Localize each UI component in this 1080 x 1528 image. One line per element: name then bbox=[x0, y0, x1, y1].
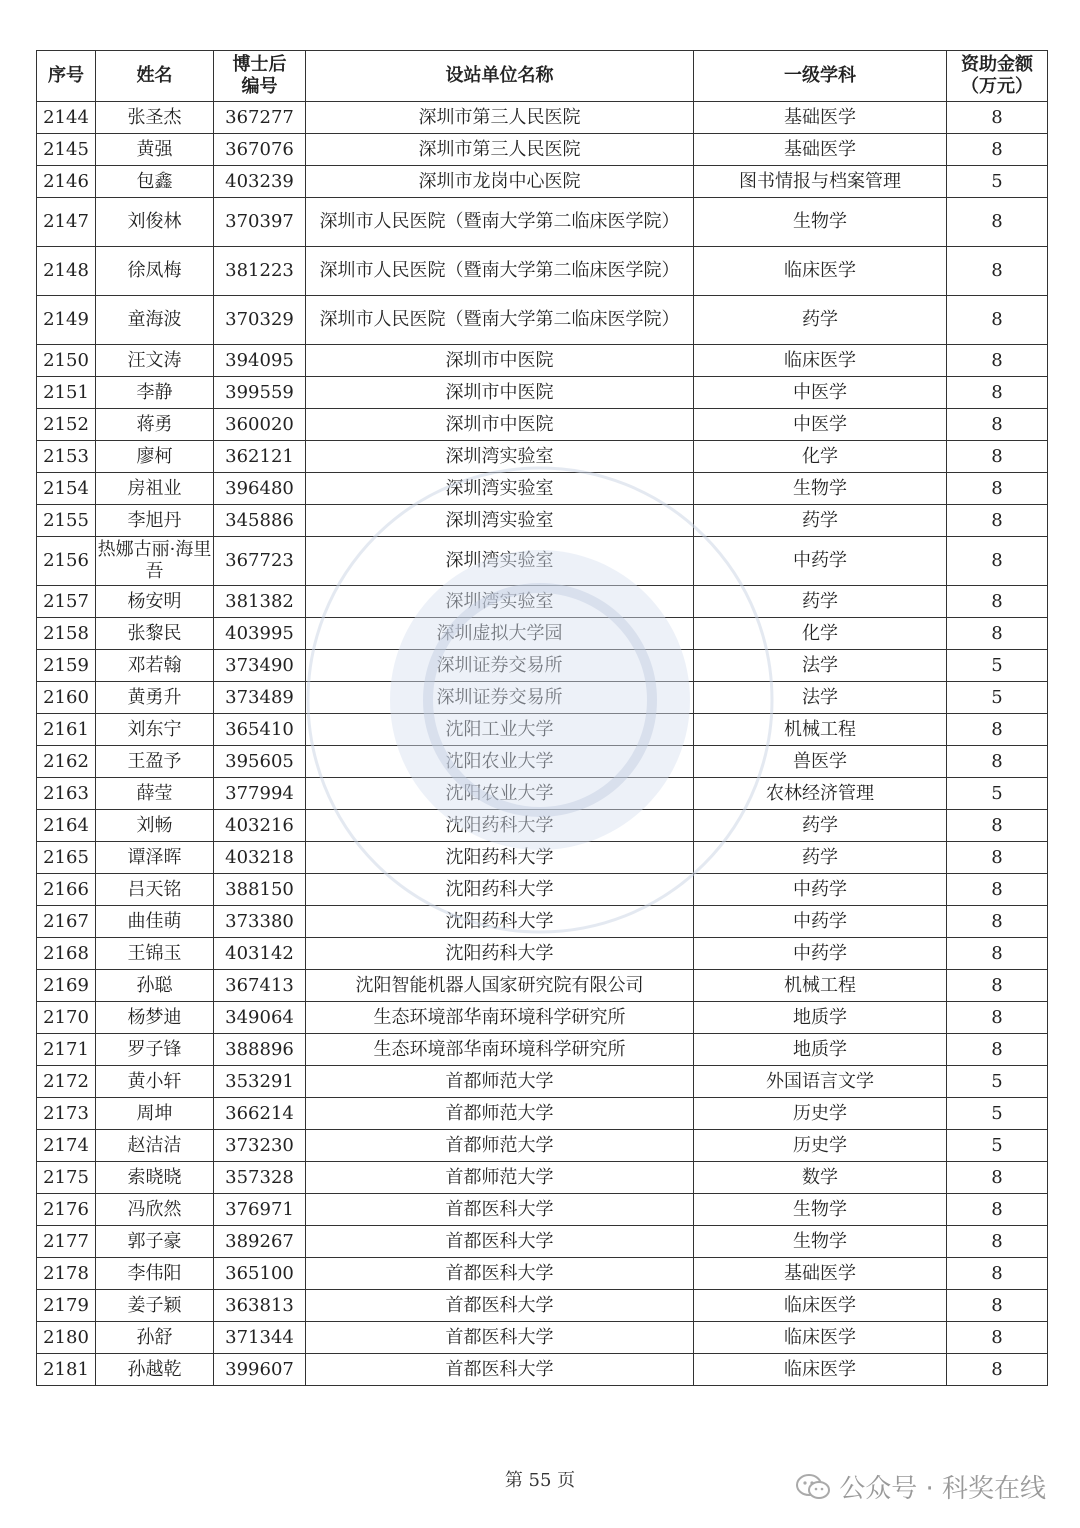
cell-discipline: 中药学 bbox=[694, 874, 947, 906]
table-row bbox=[37, 874, 1048, 906]
cell-institution: 首都师范大学 bbox=[306, 1130, 694, 1162]
cell-postdoc-id: 360020 bbox=[214, 409, 306, 441]
account-label: 公众号 · 科奖在线 bbox=[839, 1474, 1046, 1504]
table-row bbox=[37, 198, 1048, 247]
cell-postdoc-id: 399559 bbox=[214, 377, 306, 409]
cell-institution: 沈阳药科大学 bbox=[306, 842, 694, 874]
cell-postdoc-id: 376971 bbox=[214, 1194, 306, 1226]
cell-amount: 8 bbox=[947, 586, 1048, 618]
cell-amount: 8 bbox=[947, 714, 1048, 746]
header-discipline: 一级学科 bbox=[694, 51, 947, 102]
cell-discipline: 药学 bbox=[694, 296, 947, 345]
cell-discipline: 数学 bbox=[694, 1162, 947, 1194]
table-row bbox=[37, 1290, 1048, 1322]
cell-index: 2154 bbox=[37, 473, 96, 505]
cell-postdoc-id: 394095 bbox=[214, 345, 306, 377]
cell-amount: 8 bbox=[947, 1226, 1048, 1258]
cell-postdoc-id: 373230 bbox=[214, 1130, 306, 1162]
cell-index: 2173 bbox=[37, 1098, 96, 1130]
cell-postdoc-id: 367076 bbox=[214, 134, 306, 166]
cell-discipline: 兽医学 bbox=[694, 746, 947, 778]
cell-index: 2166 bbox=[37, 874, 96, 906]
cell-amount: 8 bbox=[947, 810, 1048, 842]
cell-postdoc-id: 357328 bbox=[214, 1162, 306, 1194]
cell-postdoc-id: 403239 bbox=[214, 166, 306, 198]
cell-postdoc-id: 367413 bbox=[214, 970, 306, 1002]
cell-postdoc-id: 373490 bbox=[214, 650, 306, 682]
table-row bbox=[37, 618, 1048, 650]
cell-name: 李伟阳 bbox=[96, 1258, 214, 1290]
cell-index: 2161 bbox=[37, 714, 96, 746]
cell-postdoc-id: 395605 bbox=[214, 746, 306, 778]
cell-postdoc-id: 363813 bbox=[214, 1290, 306, 1322]
cell-discipline: 化学 bbox=[694, 618, 947, 650]
cell-name: 孙越乾 bbox=[96, 1354, 214, 1386]
cell-institution: 首都师范大学 bbox=[306, 1066, 694, 1098]
cell-amount: 8 bbox=[947, 842, 1048, 874]
cell-postdoc-id: 353291 bbox=[214, 1066, 306, 1098]
table-row bbox=[37, 345, 1048, 377]
cell-institution: 沈阳药科大学 bbox=[306, 874, 694, 906]
cell-institution: 深圳湾实验室 bbox=[306, 537, 694, 586]
header-institution: 设站单位名称 bbox=[306, 51, 694, 102]
cell-amount: 8 bbox=[947, 473, 1048, 505]
cell-amount: 8 bbox=[947, 906, 1048, 938]
cell-discipline: 法学 bbox=[694, 682, 947, 714]
cell-postdoc-id: 367723 bbox=[214, 537, 306, 586]
cell-institution: 沈阳药科大学 bbox=[306, 906, 694, 938]
cell-amount: 8 bbox=[947, 198, 1048, 247]
header-amount: 资助金额 （万元） bbox=[947, 51, 1048, 102]
cell-postdoc-id: 403995 bbox=[214, 618, 306, 650]
cell-amount: 8 bbox=[947, 746, 1048, 778]
cell-amount: 8 bbox=[947, 1162, 1048, 1194]
cell-index: 2176 bbox=[37, 1194, 96, 1226]
cell-institution: 深圳市人民医院（暨南大学第二临床医学院） bbox=[306, 198, 694, 247]
cell-institution: 首都医科大学 bbox=[306, 1226, 694, 1258]
cell-amount: 5 bbox=[947, 650, 1048, 682]
cell-name: 王锦玉 bbox=[96, 938, 214, 970]
cell-amount: 8 bbox=[947, 1322, 1048, 1354]
cell-discipline: 生物学 bbox=[694, 1194, 947, 1226]
cell-discipline: 地质学 bbox=[694, 1002, 947, 1034]
table-row bbox=[37, 682, 1048, 714]
cell-amount: 8 bbox=[947, 1194, 1048, 1226]
cell-index: 2162 bbox=[37, 746, 96, 778]
cell-postdoc-id: 370329 bbox=[214, 296, 306, 345]
cell-name: 谭泽晖 bbox=[96, 842, 214, 874]
cell-amount: 8 bbox=[947, 345, 1048, 377]
cell-discipline: 生物学 bbox=[694, 473, 947, 505]
cell-postdoc-id: 403218 bbox=[214, 842, 306, 874]
table-row bbox=[37, 714, 1048, 746]
funding-table-container bbox=[36, 50, 1047, 1386]
cell-index: 2159 bbox=[37, 650, 96, 682]
table-row bbox=[37, 441, 1048, 473]
cell-postdoc-id: 345886 bbox=[214, 505, 306, 537]
cell-amount: 8 bbox=[947, 296, 1048, 345]
cell-name: 周坤 bbox=[96, 1098, 214, 1130]
cell-institution: 深圳市人民医院（暨南大学第二临床医学院） bbox=[306, 247, 694, 296]
table-row bbox=[37, 810, 1048, 842]
table-row bbox=[37, 650, 1048, 682]
cell-amount: 8 bbox=[947, 377, 1048, 409]
table-row bbox=[37, 1098, 1048, 1130]
cell-amount: 8 bbox=[947, 247, 1048, 296]
cell-name: 郭子豪 bbox=[96, 1226, 214, 1258]
cell-institution: 深圳虚拟大学园 bbox=[306, 618, 694, 650]
cell-index: 2150 bbox=[37, 345, 96, 377]
cell-postdoc-id: 396480 bbox=[214, 473, 306, 505]
cell-postdoc-id: 365410 bbox=[214, 714, 306, 746]
cell-name: 蒋勇 bbox=[96, 409, 214, 441]
cell-discipline: 历史学 bbox=[694, 1098, 947, 1130]
cell-index: 2151 bbox=[37, 377, 96, 409]
cell-institution: 生态环境部华南环境科学研究所 bbox=[306, 1034, 694, 1066]
cell-postdoc-id: 389267 bbox=[214, 1226, 306, 1258]
cell-amount: 8 bbox=[947, 134, 1048, 166]
cell-postdoc-id: 403216 bbox=[214, 810, 306, 842]
table-row bbox=[37, 938, 1048, 970]
cell-postdoc-id: 349064 bbox=[214, 1002, 306, 1034]
cell-index: 2169 bbox=[37, 970, 96, 1002]
cell-discipline: 生物学 bbox=[694, 198, 947, 247]
cell-institution: 深圳湾实验室 bbox=[306, 586, 694, 618]
cell-discipline: 药学 bbox=[694, 586, 947, 618]
cell-index: 2167 bbox=[37, 906, 96, 938]
cell-discipline: 法学 bbox=[694, 650, 947, 682]
page-number: 第 55 页 bbox=[504, 1470, 576, 1491]
table-row bbox=[37, 1066, 1048, 1098]
funding-table bbox=[36, 50, 1048, 1386]
cell-postdoc-id: 362121 bbox=[214, 441, 306, 473]
cell-index: 2157 bbox=[37, 586, 96, 618]
cell-postdoc-id: 365100 bbox=[214, 1258, 306, 1290]
cell-institution: 深圳湾实验室 bbox=[306, 473, 694, 505]
cell-discipline: 图书情报与档案管理 bbox=[694, 166, 947, 198]
cell-name: 杨安明 bbox=[96, 586, 214, 618]
cell-discipline: 化学 bbox=[694, 441, 947, 473]
cell-name: 王盈予 bbox=[96, 746, 214, 778]
cell-institution: 沈阳药科大学 bbox=[306, 938, 694, 970]
cell-index: 2156 bbox=[37, 537, 96, 586]
cell-institution: 首都医科大学 bbox=[306, 1194, 694, 1226]
table-row bbox=[37, 1354, 1048, 1386]
cell-index: 2171 bbox=[37, 1034, 96, 1066]
cell-index: 2170 bbox=[37, 1002, 96, 1034]
cell-name: 张黎民 bbox=[96, 618, 214, 650]
cell-discipline: 机械工程 bbox=[694, 970, 947, 1002]
table-row bbox=[37, 906, 1048, 938]
cell-institution: 首都医科大学 bbox=[306, 1290, 694, 1322]
cell-discipline: 临床医学 bbox=[694, 1290, 947, 1322]
cell-discipline: 中药学 bbox=[694, 938, 947, 970]
table-row bbox=[37, 134, 1048, 166]
cell-index: 2155 bbox=[37, 505, 96, 537]
cell-postdoc-id: 373489 bbox=[214, 682, 306, 714]
cell-name: 张圣杰 bbox=[96, 102, 214, 134]
cell-institution: 沈阳药科大学 bbox=[306, 810, 694, 842]
cell-index: 2158 bbox=[37, 618, 96, 650]
cell-name: 索晓晓 bbox=[96, 1162, 214, 1194]
table-row bbox=[37, 102, 1048, 134]
header-index: 序号 bbox=[37, 51, 96, 102]
cell-amount: 8 bbox=[947, 618, 1048, 650]
table-row bbox=[37, 778, 1048, 810]
cell-amount: 8 bbox=[947, 505, 1048, 537]
table-row bbox=[37, 1226, 1048, 1258]
cell-institution: 深圳市人民医院（暨南大学第二临床医学院） bbox=[306, 296, 694, 345]
cell-discipline: 生物学 bbox=[694, 1226, 947, 1258]
cell-discipline: 中医学 bbox=[694, 409, 947, 441]
cell-amount: 5 bbox=[947, 778, 1048, 810]
cell-amount: 8 bbox=[947, 1354, 1048, 1386]
table-row bbox=[37, 247, 1048, 296]
cell-postdoc-id: 381382 bbox=[214, 586, 306, 618]
cell-postdoc-id: 377994 bbox=[214, 778, 306, 810]
cell-index: 2172 bbox=[37, 1066, 96, 1098]
cell-discipline: 药学 bbox=[694, 505, 947, 537]
cell-institution: 深圳市第三人民医院 bbox=[306, 102, 694, 134]
table-row bbox=[37, 586, 1048, 618]
cell-name: 汪文涛 bbox=[96, 345, 214, 377]
cell-institution: 深圳市第三人民医院 bbox=[306, 134, 694, 166]
table-row bbox=[37, 1162, 1048, 1194]
cell-postdoc-id: 399607 bbox=[214, 1354, 306, 1386]
cell-name: 薛莹 bbox=[96, 778, 214, 810]
cell-name: 姜子颖 bbox=[96, 1290, 214, 1322]
cell-name: 童海波 bbox=[96, 296, 214, 345]
cell-institution: 首都医科大学 bbox=[306, 1322, 694, 1354]
cell-index: 2147 bbox=[37, 198, 96, 247]
cell-index: 2163 bbox=[37, 778, 96, 810]
cell-amount: 8 bbox=[947, 970, 1048, 1002]
cell-name: 徐凤梅 bbox=[96, 247, 214, 296]
cell-index: 2174 bbox=[37, 1130, 96, 1162]
cell-discipline: 临床医学 bbox=[694, 1322, 947, 1354]
table-row bbox=[37, 296, 1048, 345]
cell-name: 孙聪 bbox=[96, 970, 214, 1002]
cell-amount: 5 bbox=[947, 1066, 1048, 1098]
cell-name: 刘东宁 bbox=[96, 714, 214, 746]
cell-institution: 深圳市中医院 bbox=[306, 345, 694, 377]
cell-index: 2148 bbox=[37, 247, 96, 296]
cell-institution: 深圳湾实验室 bbox=[306, 505, 694, 537]
cell-name: 赵洁洁 bbox=[96, 1130, 214, 1162]
cell-name: 黄强 bbox=[96, 134, 214, 166]
cell-institution: 沈阳智能机器人国家研究院有限公司 bbox=[306, 970, 694, 1002]
cell-institution: 深圳证券交易所 bbox=[306, 650, 694, 682]
header-postdoc-id: 博士后 编号 bbox=[214, 51, 306, 102]
cell-discipline: 中医学 bbox=[694, 377, 947, 409]
table-row bbox=[37, 1194, 1048, 1226]
table-row bbox=[37, 970, 1048, 1002]
cell-name: 冯欣然 bbox=[96, 1194, 214, 1226]
cell-discipline: 临床医学 bbox=[694, 247, 947, 296]
table-row bbox=[37, 1034, 1048, 1066]
cell-amount: 8 bbox=[947, 1258, 1048, 1290]
cell-name: 刘畅 bbox=[96, 810, 214, 842]
cell-amount: 5 bbox=[947, 1098, 1048, 1130]
cell-postdoc-id: 403142 bbox=[214, 938, 306, 970]
cell-amount: 8 bbox=[947, 1034, 1048, 1066]
wechat-icon bbox=[795, 1473, 831, 1501]
cell-index: 2181 bbox=[37, 1354, 96, 1386]
cell-institution: 首都师范大学 bbox=[306, 1098, 694, 1130]
cell-postdoc-id: 388896 bbox=[214, 1034, 306, 1066]
cell-institution: 首都医科大学 bbox=[306, 1354, 694, 1386]
table-row bbox=[37, 1130, 1048, 1162]
table-row bbox=[37, 409, 1048, 441]
cell-name: 孙舒 bbox=[96, 1322, 214, 1354]
cell-amount: 5 bbox=[947, 1130, 1048, 1162]
cell-discipline: 外国语言文学 bbox=[694, 1066, 947, 1098]
cell-amount: 8 bbox=[947, 938, 1048, 970]
cell-discipline: 中药学 bbox=[694, 906, 947, 938]
cell-postdoc-id: 388150 bbox=[214, 874, 306, 906]
cell-postdoc-id: 370397 bbox=[214, 198, 306, 247]
table-row bbox=[37, 1258, 1048, 1290]
cell-index: 2179 bbox=[37, 1290, 96, 1322]
cell-index: 2153 bbox=[37, 441, 96, 473]
cell-index: 2164 bbox=[37, 810, 96, 842]
cell-institution: 沈阳农业大学 bbox=[306, 778, 694, 810]
header-name: 姓名 bbox=[96, 51, 214, 102]
cell-index: 2152 bbox=[37, 409, 96, 441]
cell-amount: 8 bbox=[947, 441, 1048, 473]
cell-index: 2145 bbox=[37, 134, 96, 166]
cell-name: 李静 bbox=[96, 377, 214, 409]
table-header-row bbox=[37, 51, 1048, 102]
table-row bbox=[37, 1322, 1048, 1354]
cell-amount: 5 bbox=[947, 682, 1048, 714]
cell-name: 房祖业 bbox=[96, 473, 214, 505]
cell-institution: 沈阳农业大学 bbox=[306, 746, 694, 778]
cell-amount: 8 bbox=[947, 537, 1048, 586]
cell-index: 2175 bbox=[37, 1162, 96, 1194]
cell-discipline: 药学 bbox=[694, 810, 947, 842]
cell-discipline: 地质学 bbox=[694, 1034, 947, 1066]
cell-institution: 深圳市中医院 bbox=[306, 377, 694, 409]
cell-institution: 首都医科大学 bbox=[306, 1258, 694, 1290]
cell-institution: 沈阳工业大学 bbox=[306, 714, 694, 746]
cell-name: 热娜古丽·海里吾 bbox=[96, 537, 214, 586]
cell-name: 杨梦迪 bbox=[96, 1002, 214, 1034]
cell-index: 2180 bbox=[37, 1322, 96, 1354]
cell-institution: 深圳湾实验室 bbox=[306, 441, 694, 473]
cell-index: 2146 bbox=[37, 166, 96, 198]
cell-discipline: 临床医学 bbox=[694, 345, 947, 377]
cell-institution: 生态环境部华南环境科学研究所 bbox=[306, 1002, 694, 1034]
cell-discipline: 机械工程 bbox=[694, 714, 947, 746]
cell-name: 黄小轩 bbox=[96, 1066, 214, 1098]
cell-name: 李旭丹 bbox=[96, 505, 214, 537]
cell-postdoc-id: 366214 bbox=[214, 1098, 306, 1130]
cell-discipline: 中药学 bbox=[694, 537, 947, 586]
cell-name: 曲佳萌 bbox=[96, 906, 214, 938]
cell-name: 黄勇升 bbox=[96, 682, 214, 714]
table-body bbox=[37, 102, 1048, 1386]
table-row bbox=[37, 842, 1048, 874]
cell-amount: 8 bbox=[947, 1002, 1048, 1034]
cell-amount: 5 bbox=[947, 166, 1048, 198]
cell-discipline: 药学 bbox=[694, 842, 947, 874]
cell-discipline: 历史学 bbox=[694, 1130, 947, 1162]
cell-amount: 8 bbox=[947, 409, 1048, 441]
cell-index: 2177 bbox=[37, 1226, 96, 1258]
table-row bbox=[37, 746, 1048, 778]
cell-institution: 深圳市中医院 bbox=[306, 409, 694, 441]
cell-discipline: 农林经济管理 bbox=[694, 778, 947, 810]
cell-postdoc-id: 367277 bbox=[214, 102, 306, 134]
cell-name: 包鑫 bbox=[96, 166, 214, 198]
cell-name: 邓若翰 bbox=[96, 650, 214, 682]
cell-index: 2149 bbox=[37, 296, 96, 345]
cell-index: 2168 bbox=[37, 938, 96, 970]
cell-postdoc-id: 381223 bbox=[214, 247, 306, 296]
cell-amount: 8 bbox=[947, 102, 1048, 134]
table-row bbox=[37, 377, 1048, 409]
cell-postdoc-id: 371344 bbox=[214, 1322, 306, 1354]
cell-index: 2144 bbox=[37, 102, 96, 134]
cell-name: 廖柯 bbox=[96, 441, 214, 473]
table-row bbox=[37, 166, 1048, 198]
cell-discipline: 基础医学 bbox=[694, 134, 947, 166]
cell-discipline: 基础医学 bbox=[694, 1258, 947, 1290]
cell-institution: 深圳证券交易所 bbox=[306, 682, 694, 714]
account-watermark bbox=[795, 1468, 1046, 1505]
table-row bbox=[37, 1002, 1048, 1034]
cell-index: 2178 bbox=[37, 1258, 96, 1290]
cell-amount: 8 bbox=[947, 1290, 1048, 1322]
table-row bbox=[37, 473, 1048, 505]
cell-name: 罗子锋 bbox=[96, 1034, 214, 1066]
cell-institution: 深圳市龙岗中心医院 bbox=[306, 166, 694, 198]
cell-discipline: 基础医学 bbox=[694, 102, 947, 134]
table-row bbox=[37, 537, 1048, 586]
table-row bbox=[37, 505, 1048, 537]
cell-amount: 8 bbox=[947, 874, 1048, 906]
cell-index: 2165 bbox=[37, 842, 96, 874]
cell-discipline: 临床医学 bbox=[694, 1354, 947, 1386]
cell-postdoc-id: 373380 bbox=[214, 906, 306, 938]
cell-name: 吕天铭 bbox=[96, 874, 214, 906]
cell-index: 2160 bbox=[37, 682, 96, 714]
cell-institution: 首都师范大学 bbox=[306, 1162, 694, 1194]
cell-name: 刘俊林 bbox=[96, 198, 214, 247]
